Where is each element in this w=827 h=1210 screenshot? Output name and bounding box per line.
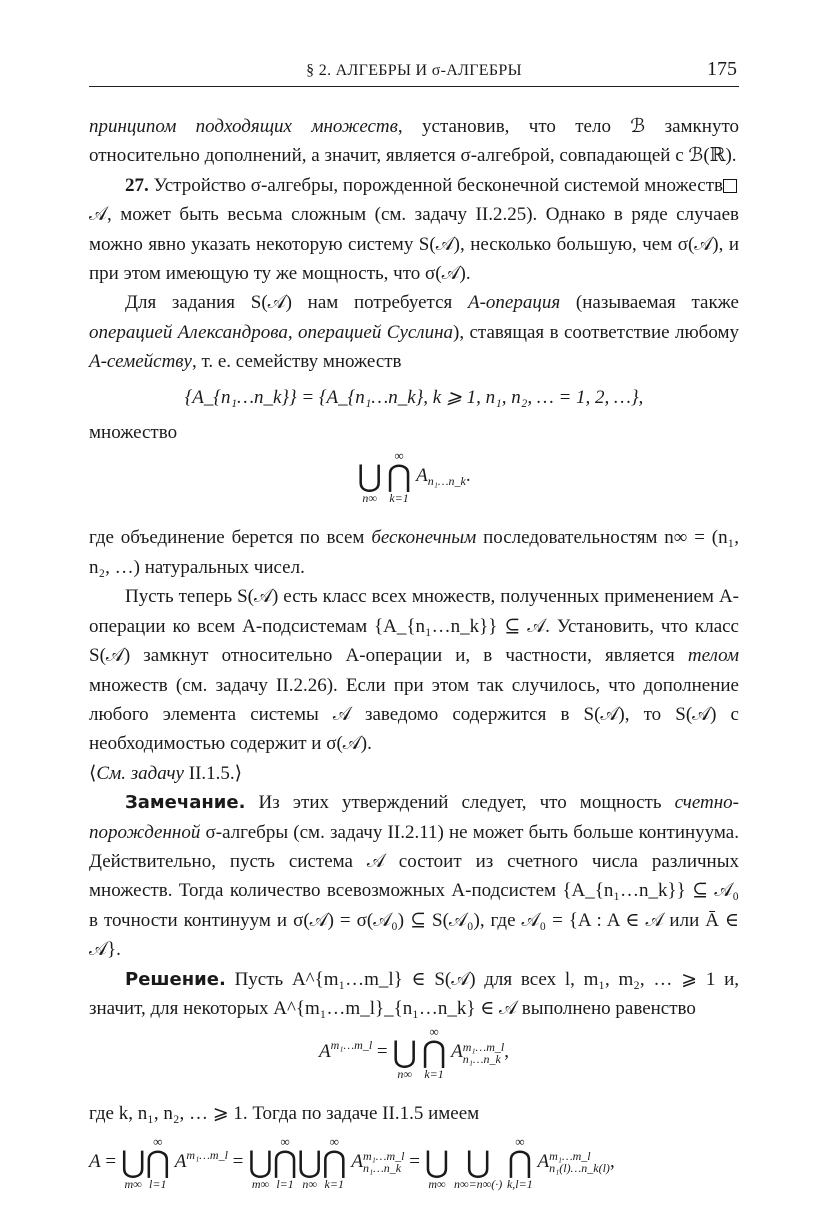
f3-lhs: A	[319, 1041, 331, 1063]
para4-t2: последовательностям n∞ = (n₁, n₂, …) натуральных чисел.	[89, 527, 739, 578]
formula2-end: .	[465, 465, 471, 487]
f4-t3: A	[537, 1150, 550, 1172]
intersection-operator: ∞ ⋂ k=1	[386, 448, 412, 506]
remark-i1: счетно-порожденной	[89, 792, 739, 843]
para3-t3: ), ставящая в соответствие любому	[453, 321, 739, 343]
f4-t1: A	[174, 1150, 187, 1172]
f4-eq1: =	[105, 1150, 117, 1172]
hint	[89, 759, 739, 788]
f3-lhs-sup: m₁…m_l	[330, 1038, 373, 1053]
remark-t1: Из этих утверждений следует, что мощность	[245, 792, 675, 814]
formula-a-operation	[89, 449, 739, 519]
para4-t1: где объединение берется по всем	[89, 527, 372, 549]
para5-t2: множеств (см. задачу II.2.26). Если при этом так случилось, что дополнение любого элемента системы 𝒜 заведомо содержится в S(𝒜), то S(𝒜) с необходимостью содержит и σ(𝒜).	[89, 674, 739, 755]
f3-term-sub: n₁…n_k	[462, 1051, 501, 1066]
paragraph-4	[89, 523, 739, 582]
hint-open: ⟨	[89, 762, 97, 784]
f4-t1-sup: m₁…m_l	[186, 1147, 228, 1162]
header-title: § 2. АЛГЕБРЫ И σ-АЛГЕБРЫ	[306, 62, 522, 79]
f4-intersection-4: ∞ ⋂ k,l=1	[506, 1133, 533, 1191]
solution-label: Решение.	[125, 968, 226, 990]
f4-end: ,	[609, 1150, 615, 1172]
f3-eq: =	[376, 1041, 388, 1063]
para3-i1: A-операция	[467, 292, 561, 314]
formula-a-closure	[89, 1135, 739, 1205]
f3-term: A	[451, 1041, 463, 1063]
paragraph-3	[89, 288, 739, 376]
f3-term-sup: m₁…m_l	[462, 1039, 505, 1054]
f4-union-5: ⋃ n∞=n∞(·)	[454, 1145, 503, 1191]
f4-t3-sub: n₁(l)…n_k(l)	[549, 1161, 610, 1176]
para1-rest: , установив, что тело ℬ замкнуто относительно дополнений, а значит, является σ-алгеброй, совпадающей с ℬ(ℝ).	[89, 116, 740, 167]
para4-i1: бесконечным	[371, 527, 477, 549]
problem-number: 27.	[125, 174, 149, 196]
formula2-term: A	[416, 465, 428, 487]
union-operator: ⋃ n∞	[357, 460, 382, 506]
para3-i2: операцией Александрова, операцией Суслина	[89, 321, 454, 343]
f4-intersection-3: ∞ ⋂ k=1	[321, 1133, 347, 1191]
remark	[89, 788, 739, 964]
solution-t1: Пусть A^{m₁…m_l} ∈ S(𝒜) для всех l, m₁, m₂, … ⩾ 1 и, значит, для некоторых A^{m₁…m_l}_{n₁…n_k} ∈ 𝒜 выполнено равенство	[89, 968, 739, 1019]
f3-intersection-operator: ∞ ⋂ k=1	[421, 1024, 447, 1082]
formula-a-family: {A_{n₁…n_k}} = {A_{n₁…n_k}, k ⩾ 1, n₁, n₂, … = 1, 2, …},	[184, 386, 644, 408]
f4-eq2: =	[232, 1150, 244, 1172]
formula-a-equality	[89, 1025, 739, 1095]
f4-t2-sub: n₁…n_k	[362, 1161, 402, 1176]
paragraph-2	[89, 171, 739, 289]
para1-italic: принципом подходящих множеств	[89, 116, 398, 137]
page-number: 175	[707, 58, 737, 80]
f4-union-4: ⋃ m∞	[424, 1145, 450, 1191]
paragraph-1	[89, 112, 739, 171]
f3-end: ,	[504, 1041, 509, 1063]
f4-union-2: ⋃ m∞	[248, 1145, 273, 1191]
paragraph-6: где k, n₁, n₂, … ⩾ 1. Тогда по задаче II.1.5 имеем	[89, 1103, 480, 1125]
body-text	[89, 112, 739, 1209]
para3-t1: Для задания S(𝒜) нам потребуется	[125, 292, 468, 314]
hint-rest: II.1.5.⟩	[184, 762, 243, 784]
formula2-term-sub: n₁…n_k	[427, 474, 466, 489]
para2-text: Устройство σ-алгебры, порожденной бесконечной системой множеств 𝒜, может быть весьма сложным (см. задачу II.2.25). Однако в ряде случаев можно явно указать некоторую систему S(𝒜), несколько большую, чем σ(𝒜), и при этом имеющую ту же мощность, что σ(𝒜).	[89, 174, 739, 285]
f4-a: A	[89, 1150, 101, 1172]
remark-t2: σ-алгебры (см. задачу II.2.11) не может быть больше континуума. Действительно, пусть система 𝒜 состоит из счетного числа различных множеств. Тогда количество всевозможных A-подсистем {A_{n₁…n_k}} ⊆ 𝒜₀ в точности континуум и σ(𝒜) = σ(𝒜₀) ⊆ S(𝒜₀), где 𝒜₀ = {A : A ∈ 𝒜 или Ā ∈ 𝒜}.	[89, 821, 739, 961]
para3-i3: A-семейству	[89, 351, 192, 373]
para3-t2: (называемая также	[560, 292, 739, 314]
paragraph-5	[89, 582, 739, 758]
qed-box-icon	[723, 179, 737, 193]
f4-union-1: ⋃ m∞	[120, 1145, 146, 1191]
f4-union-3: ⋃ n∞	[297, 1145, 322, 1191]
f4-eq3: =	[409, 1150, 420, 1172]
para3-t4: , т. е. семейству множеств	[191, 351, 402, 373]
f4-t2: A	[351, 1150, 363, 1172]
running-header	[89, 58, 739, 87]
solution	[89, 965, 739, 1024]
f4-intersection-2: ∞ ⋂ l=1	[272, 1133, 298, 1191]
word-mnozhestvo: множество	[89, 422, 178, 444]
para5-i1: телом	[687, 645, 739, 667]
para5-t1: Пусть теперь S(𝒜) есть класс всех множеств, полученных применением A-операции ко всем A-подсистемам {A_{n₁…n_k}} ⊆ 𝒜. Установить, что класс S(𝒜) замкнут относительно A-операции и, в частности, является	[89, 586, 739, 667]
hint-italic: См. задачу	[96, 762, 184, 784]
f4-intersection-1: ∞ ⋂ l=1	[145, 1133, 171, 1191]
remark-label: Замечание.	[125, 792, 246, 814]
f3-union-operator: ⋃ n∞	[392, 1036, 417, 1082]
f4-t2-sup: m₁…m_l	[362, 1149, 405, 1164]
f4-t3-sup: m₁…m_l	[549, 1149, 591, 1164]
